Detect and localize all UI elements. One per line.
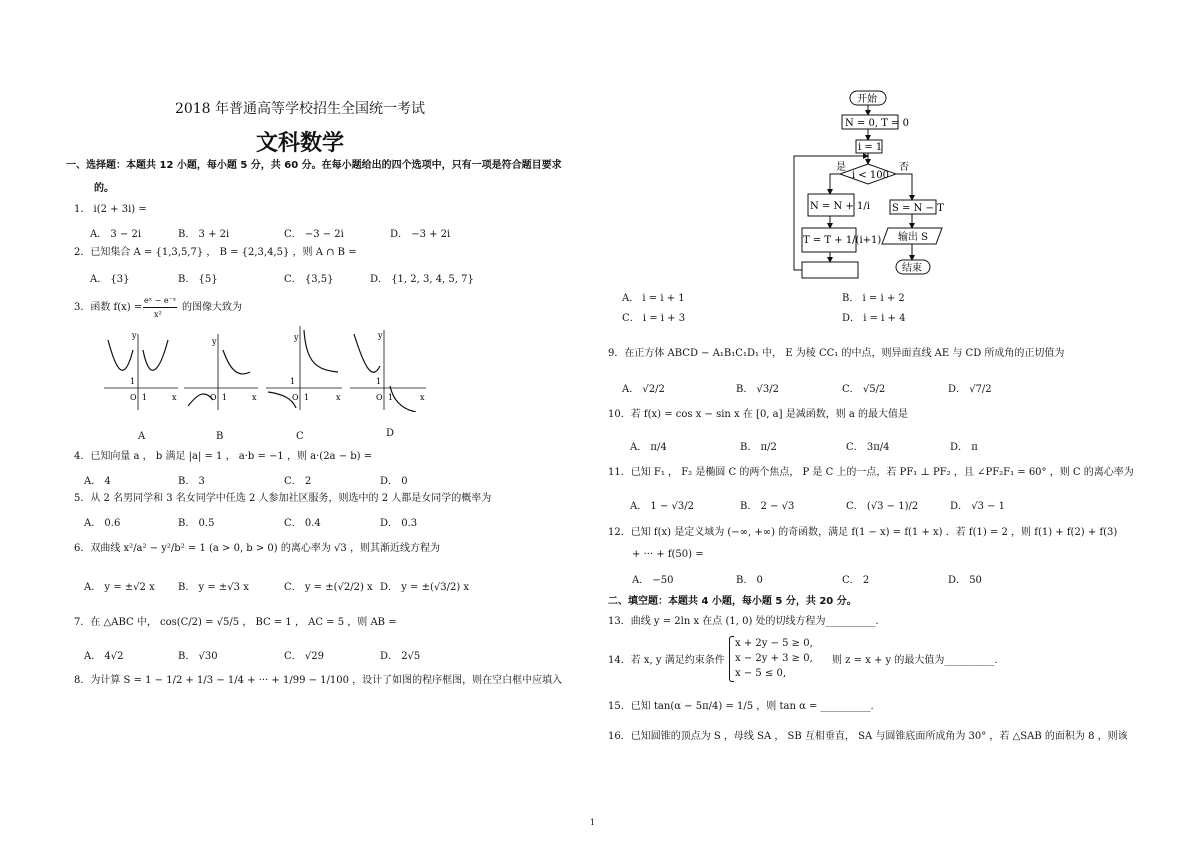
q8-stem: 8．为计算 S = 1 − 1/2 + 1/3 − 1/4 + ··· + 1/99 − 1/100 ，设计了如图的程序框图，则在空白框中应填入	[74, 675, 563, 686]
page-number: 1	[590, 818, 596, 827]
q5-option-c: C． 0.4	[284, 518, 321, 529]
q10-option-b: B． π/2	[740, 442, 777, 453]
q3-graph-b	[180, 330, 260, 412]
svg-text:O: O	[292, 393, 299, 402]
svg-text:y: y	[212, 337, 217, 346]
q4-option-c: C． 2	[284, 476, 312, 487]
q1-option-c: C． −3 − 2i	[284, 229, 344, 240]
svg-text:1: 1	[304, 393, 310, 402]
q13-stem: 13．曲线 y = 2ln x 在点 (1, 0) 处的切线方程为__________.	[608, 616, 879, 627]
svg-text:1: 1	[388, 393, 394, 402]
q7-option-b: B． √30	[178, 651, 218, 662]
fc-s-calc-text: S = N − T	[892, 203, 944, 214]
fc-i-init-text: i = 1	[858, 142, 883, 153]
svg-text:1: 1	[142, 393, 148, 402]
svg-text:x: x	[172, 393, 177, 402]
q10-option-d: D． π	[950, 442, 978, 453]
q11-option-c: C． (√3 − 1)/2	[846, 501, 919, 512]
q11-option-b: B． 2 − √3	[740, 501, 795, 512]
section1-heading-cont: 的。	[94, 183, 114, 194]
q1-option-a: A． 3 − 2i	[90, 229, 142, 240]
q12-option-d: D． 50	[948, 575, 982, 586]
q4-option-d: D． 0	[380, 476, 408, 487]
q7-stem: 7．在 △ABC 中， cos(C/2) = √5/5 ， BC = 1 ， AC = 5 ，则 AB =	[74, 617, 397, 628]
q12-option-b: B． 0	[736, 575, 763, 586]
q14-stem-post: 则 z = x + y 的最大值为__________.	[832, 655, 998, 666]
svg-text:y: y	[378, 331, 383, 340]
q15-stem: 15．已知 tan(α − 5π/4) = 1/5 ，则 tan α = __________.	[608, 701, 874, 712]
q3-stem-post: 的图像大致为	[182, 302, 242, 313]
q6-option-a: A． y = ±√2 x	[84, 582, 155, 593]
q2-option-d: D． {1, 2, 3, 4, 5, 7}	[370, 274, 474, 285]
svg-text:1: 1	[130, 377, 136, 386]
svg-text:O: O	[210, 393, 217, 402]
q14-constraint-2: x − 2y + 3 ≥ 0,	[735, 653, 813, 664]
q1-option-d: D． −3 + 2i	[390, 229, 451, 240]
q10-stem: 10．若 f(x) = cos x − sin x 在 [0, a] 是减函数，则 a 的最大值是	[608, 409, 909, 420]
q12-stem-line2: + ··· + f(50) =	[632, 549, 704, 560]
q11-option-a: A． 1 − √3/2	[630, 501, 694, 512]
q12-option-c: C． 2	[842, 575, 870, 586]
q10-option-c: C． 3π/4	[846, 442, 890, 453]
q11-stem: 11．已知 F₁ ， F₂ 是椭圆 C 的两个焦点， P 是 C 上的一点，若 PF₁ ⊥ PF₂ ，且 ∠PF₂F₁ = 60° ，则 C 的离心率为	[608, 467, 1134, 478]
svg-text:x: x	[336, 393, 341, 402]
q3-graph-d	[346, 326, 428, 412]
q3-label-c: C	[296, 431, 304, 442]
svg-text:1: 1	[376, 377, 382, 386]
q4-option-a: A． 4	[84, 476, 111, 487]
svg-text:O: O	[130, 393, 137, 402]
q11-option-d: D． √3 − 1	[950, 501, 1006, 512]
q16-stem: 16．已知圆锥的顶点为 S ，母线 SA ， SB 互相垂直， SA 与圆锥底面所成角为 30° ，若 △SAB 的面积为 8 ，则该	[608, 731, 1128, 742]
q14-brace	[729, 636, 734, 682]
q9-option-c: C． √5/2	[842, 384, 886, 395]
q14-constraint-1: x + 2y − 5 ≥ 0,	[735, 638, 813, 649]
q6-option-d: D． y = ±(√3/2) x	[380, 582, 470, 593]
q8-option-d: D． i = i + 4	[842, 313, 906, 324]
q5-option-d: D． 0.3	[380, 518, 418, 529]
fc-init-text: N = 0, T = 0	[845, 118, 909, 129]
q6-stem: 6．双曲线 x²/a² − y²/b² = 1 (a > 0, b > 0) 的离心率为 √3 ，则其渐近线方程为	[74, 543, 440, 554]
q4-stem: 4．已知向量 a ， b 满足 |a| = 1 ， a·b = −1 ，则 a·(2a − b) =	[74, 451, 373, 462]
q3-label-b: B	[216, 431, 224, 442]
q9-option-b: B． √3/2	[736, 384, 779, 395]
q4-option-b: B． 3	[178, 476, 205, 487]
q10-option-a: A． π/4	[630, 442, 667, 453]
q3-label-d: D	[386, 428, 395, 439]
q14-stem-pre: 14．若 x, y 满足约束条件	[608, 655, 725, 666]
q9-stem: 9．在正方体 ABCD − A₁B₁C₁D₁ 中， E 为棱 CC₁ 的中点，则异面直线 AE 与 CD 所成角的正切值为	[608, 348, 1065, 359]
svg-text:x: x	[420, 393, 425, 402]
q2-option-b: B． {5}	[178, 274, 218, 285]
q7-option-a: A． 4√2	[84, 651, 124, 662]
q12-option-a: A． −50	[632, 575, 674, 586]
q5-stem: 5．从 2 名男同学和 3 名女同学中任选 2 人参加社区服务，则选中的 2 人都是女同学的概率为	[74, 493, 492, 504]
q7-option-c: C． √29	[284, 651, 324, 662]
subject-title: 文科数学	[255, 131, 344, 156]
q5-option-b: B． 0.5	[178, 518, 215, 529]
fc-t-update-text: T = T + 1/(i+1)	[803, 235, 882, 246]
fc-n-update-text: N = N + 1/i	[810, 201, 870, 212]
q3-fraction-num: eˣ − e⁻ˣ	[144, 296, 177, 305]
q1-stem: 1． i(2 + 3i) =	[74, 204, 147, 215]
q3-graph-a	[100, 330, 180, 412]
fc-no-label: 否	[899, 162, 909, 173]
q6-option-b: B． y = ±√3 x	[178, 582, 249, 593]
q8-option-b: B． i = i + 2	[842, 293, 905, 304]
fc-yes-label: 是	[836, 162, 846, 173]
q14-constraint-3: x − 5 ≤ 0,	[735, 668, 787, 679]
fc-blank-node	[802, 262, 858, 278]
q2-option-c: C． {3,5}	[284, 274, 334, 285]
svg-text:1: 1	[290, 377, 296, 386]
fc-output-text: 输出 S	[898, 232, 929, 243]
q3-graph-c	[262, 322, 344, 412]
fc-start-text: 开始	[857, 94, 877, 105]
q8-option-c: C． i = i + 3	[622, 313, 686, 324]
q1-option-b: B． 3 + 2i	[178, 229, 230, 240]
svg-text:y: y	[294, 333, 299, 342]
svg-text:y: y	[132, 331, 137, 340]
fc-end-text: 结束	[902, 263, 922, 274]
q9-option-d: D． √7/2	[948, 384, 992, 395]
q5-option-a: A． 0.6	[84, 518, 121, 529]
fc-condition-text: i < 100	[852, 170, 890, 181]
q3-label-a: A	[138, 431, 146, 442]
q8-flowchart	[790, 88, 950, 284]
svg-text:1: 1	[222, 393, 228, 402]
q6-option-c: C． y = ±(√2/2) x	[284, 582, 373, 593]
svg-text:x: x	[252, 393, 257, 402]
exam-title: 2018 年普通高等学校招生全国统一考试	[174, 101, 426, 117]
q12-stem-line1: 12．已知 f(x) 是定义域为 (−∞, +∞) 的奇函数，满足 f(1 − x) = f(1 + x) ．若 f(1) = 2 ，则 f(1) + f(2) + f(3)	[608, 527, 1118, 538]
svg-text:O: O	[376, 393, 383, 402]
q7-option-d: D． 2√5	[380, 651, 421, 662]
q2-option-a: A． {3}	[90, 274, 130, 285]
q9-option-a: A． √2/2	[622, 384, 665, 395]
q8-option-a: A． i = i + 1	[622, 293, 685, 304]
q2-stem: 2．已知集合 A = {1,3,5,7} ， B = {2,3,4,5} ，则 A ∩ B =	[74, 247, 357, 258]
section1-heading: 一、选择题：本题共 12 小题，每小题 5 分，共 60 分。在每小题给出的四个选项中，只有一项是符合题目要求	[66, 160, 562, 171]
q3-stem-pre: 3．函数 f(x) =	[74, 302, 143, 313]
section2-heading: 二、填空题：本题共 4 小题，每小题 5 分，共 20 分。	[608, 596, 857, 607]
q3-fraction-den: x²	[154, 310, 162, 319]
